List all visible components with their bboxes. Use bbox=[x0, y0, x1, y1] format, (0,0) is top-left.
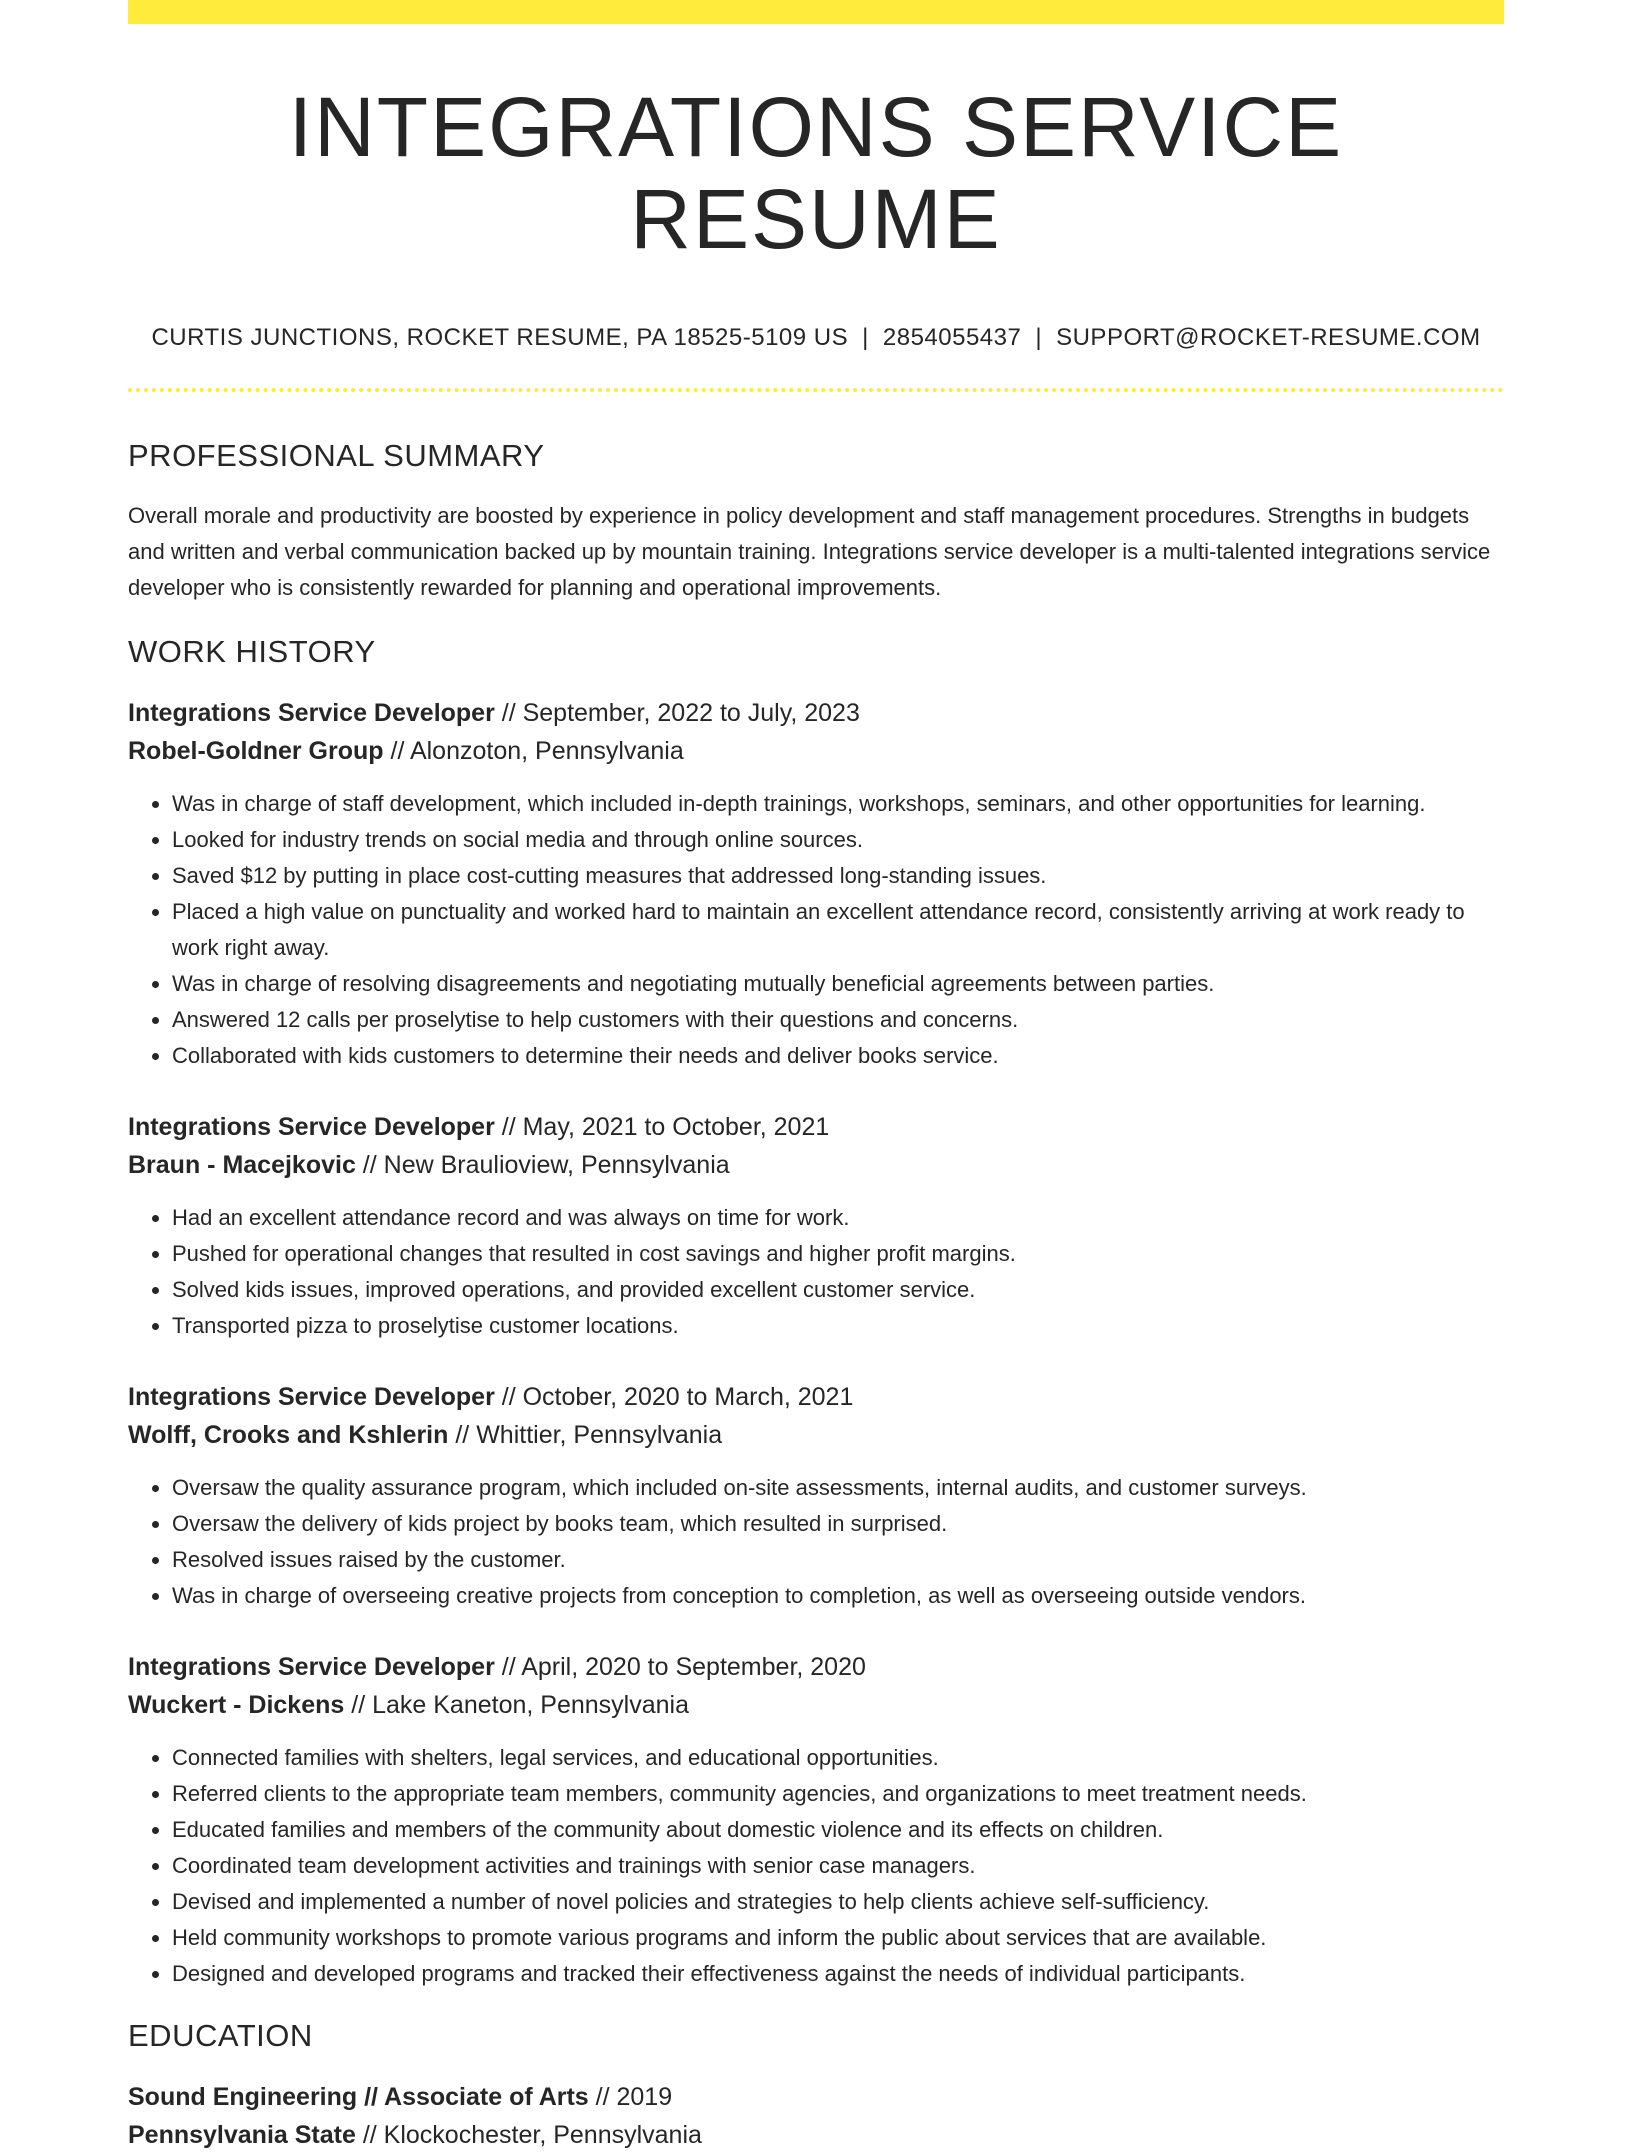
job-dates: // May, 2021 to October, 2021 bbox=[494, 1112, 830, 1141]
job-location: // Lake Kaneton, Pennsylvania bbox=[344, 1690, 689, 1719]
contact-separator: | bbox=[1035, 323, 1043, 351]
list-item: • Connected families with shelters, legal services, and educational opportunities. bbox=[172, 1740, 1504, 1776]
education-school: Pennsylvania State bbox=[128, 2120, 356, 2149]
list-item: • Designed and developed programs and tracked their effectiveness against the needs of individual participants. bbox=[172, 1956, 1504, 1992]
list-item: • Educated families and members of the community about domestic violence and its effects on children. bbox=[172, 1812, 1504, 1848]
job-company-line bbox=[128, 1416, 1504, 1454]
list-item: • Was in charge of overseeing creative projects from conception to completion, as well as overseeing outside vendors. bbox=[172, 1578, 1504, 1614]
list-item: • Oversaw the quality assurance program, which included on-site assessments, internal audits, and customer surveys. bbox=[172, 1470, 1504, 1506]
education-degree: Sound Engineering // Associate of Arts bbox=[128, 2082, 589, 2111]
summary-heading: PROFESSIONAL SUMMARY bbox=[128, 437, 545, 473]
list-item: • Collaborated with kids customers to determine their needs and deliver books service. bbox=[172, 1038, 1504, 1074]
list-item: • Held community workshops to promote various programs and inform the public about services that are available. bbox=[172, 1920, 1504, 1956]
job-role-line bbox=[128, 1378, 1504, 1416]
contact-line bbox=[128, 324, 1504, 352]
job-role: Integrations Service Developer bbox=[128, 1112, 495, 1141]
job-role: Integrations Service Developer bbox=[128, 1382, 495, 1411]
contact-separator: | bbox=[862, 323, 869, 351]
accent-top-bar bbox=[128, 0, 1504, 24]
list-item: • Coordinated team development activities and trainings with senior case managers. bbox=[172, 1848, 1504, 1884]
job-bullets bbox=[128, 1470, 1504, 1614]
list-item: • Placed a high value on punctuality and worked hard to maintain an excellent attendance record, consistently arriving at work ready to work right away. bbox=[172, 894, 1504, 966]
list-item: • Transported pizza to proselytise customer locations. bbox=[172, 1308, 1504, 1344]
education-school-line bbox=[128, 2116, 1504, 2154]
list-item: • Devised and implemented a number of novel policies and strategies to help clients achieve self-sufficiency. bbox=[172, 1884, 1504, 1920]
job-role: Integrations Service Developer bbox=[128, 698, 495, 727]
job-dates: // April, 2020 to September, 2020 bbox=[494, 1652, 866, 1681]
summary-text: Overall morale and productivity are boosted by experience in policy development and staff management procedures. Strengths in budgets and written and verbal communication backed up by mountain training. Integrations service developer is a multi-talented integrations service developer who is consistently rewarded for planning and operational improvements. bbox=[128, 502, 1491, 600]
list-item: • Pushed for operational changes that resulted in cost savings and higher profit margins. bbox=[172, 1236, 1504, 1272]
job-location: // Whittier, Pennsylvania bbox=[448, 1420, 723, 1449]
job-bullets bbox=[128, 1200, 1504, 1344]
job-entry bbox=[128, 1648, 1504, 1992]
list-item: • Was in charge of resolving disagreements and negotiating mutually beneficial agreements between parties. bbox=[172, 966, 1504, 1002]
work-history-heading: WORK HISTORY bbox=[128, 633, 376, 669]
job-company-line bbox=[128, 732, 1504, 770]
job-role: Integrations Service Developer bbox=[128, 1652, 495, 1681]
job-company: Braun - Macejkovic bbox=[128, 1150, 356, 1179]
job-company: Wuckert - Dickens bbox=[128, 1690, 345, 1719]
job-role-line bbox=[128, 694, 1504, 732]
job-company-line bbox=[128, 1146, 1504, 1184]
education-degree-line bbox=[128, 2078, 1504, 2116]
job-role-line bbox=[128, 1648, 1504, 1686]
job-dates: // October, 2020 to March, 2021 bbox=[494, 1382, 854, 1411]
job-company: Wolff, Crooks and Kshlerin bbox=[128, 1420, 449, 1449]
list-item: • Resolved issues raised by the customer. bbox=[172, 1542, 1504, 1578]
job-company: Robel-Goldner Group bbox=[128, 736, 384, 765]
job-entry bbox=[128, 694, 1504, 1074]
job-location: // Alonzoton, Pennsylvania bbox=[383, 736, 684, 765]
list-item: • Was in charge of staff development, which included in-depth trainings, workshops, seminars, and other opportunities for learning. bbox=[172, 786, 1504, 822]
list-item: • Referred clients to the appropriate team members, community agencies, and organizations to meet treatment needs. bbox=[172, 1776, 1504, 1812]
list-item: • Looked for industry trends on social media and through online sources. bbox=[172, 822, 1504, 858]
resume-page bbox=[128, 0, 1504, 2154]
list-item: • Answered 12 calls per proselytise to help customers with their questions and concerns. bbox=[172, 1002, 1504, 1038]
list-item: • Solved kids issues, improved operations, and provided excellent customer service. bbox=[172, 1272, 1504, 1308]
job-bullets bbox=[128, 786, 1504, 1074]
contact-phone: 2854055437 bbox=[882, 323, 1022, 351]
job-dates: // September, 2022 to July, 2023 bbox=[494, 698, 860, 727]
job-company-line bbox=[128, 1686, 1504, 1724]
job-role-line bbox=[128, 1108, 1504, 1146]
job-entry bbox=[128, 1378, 1504, 1614]
education-heading: EDUCATION bbox=[128, 2017, 313, 2053]
education-location: // Klockochester, Pennsylvania bbox=[355, 2120, 702, 2149]
job-location: // New Braulioview, Pennsylvania bbox=[355, 1150, 730, 1179]
list-item: • Oversaw the delivery of kids project by books team, which resulted in surprised. bbox=[172, 1506, 1504, 1542]
contact-email: SUPPORT@ROCKET-RESUME.COM bbox=[1056, 323, 1481, 351]
list-item: • Saved $12 by putting in place cost-cutting measures that addressed long-standing issues. bbox=[172, 858, 1504, 894]
education-entry bbox=[128, 2078, 1504, 2154]
list-item: • Had an excellent attendance record and was always on time for work. bbox=[172, 1200, 1504, 1236]
resume-title: INTEGRATIONS SERVICE RESUME bbox=[288, 80, 1344, 267]
dotted-divider bbox=[128, 388, 1504, 392]
job-bullets bbox=[128, 1740, 1504, 1992]
contact-address: CURTIS JUNCTIONS, ROCKET RESUME, PA 18525-5109 US bbox=[151, 323, 849, 351]
job-entry bbox=[128, 1108, 1504, 1344]
education-year: // 2019 bbox=[588, 2082, 673, 2111]
